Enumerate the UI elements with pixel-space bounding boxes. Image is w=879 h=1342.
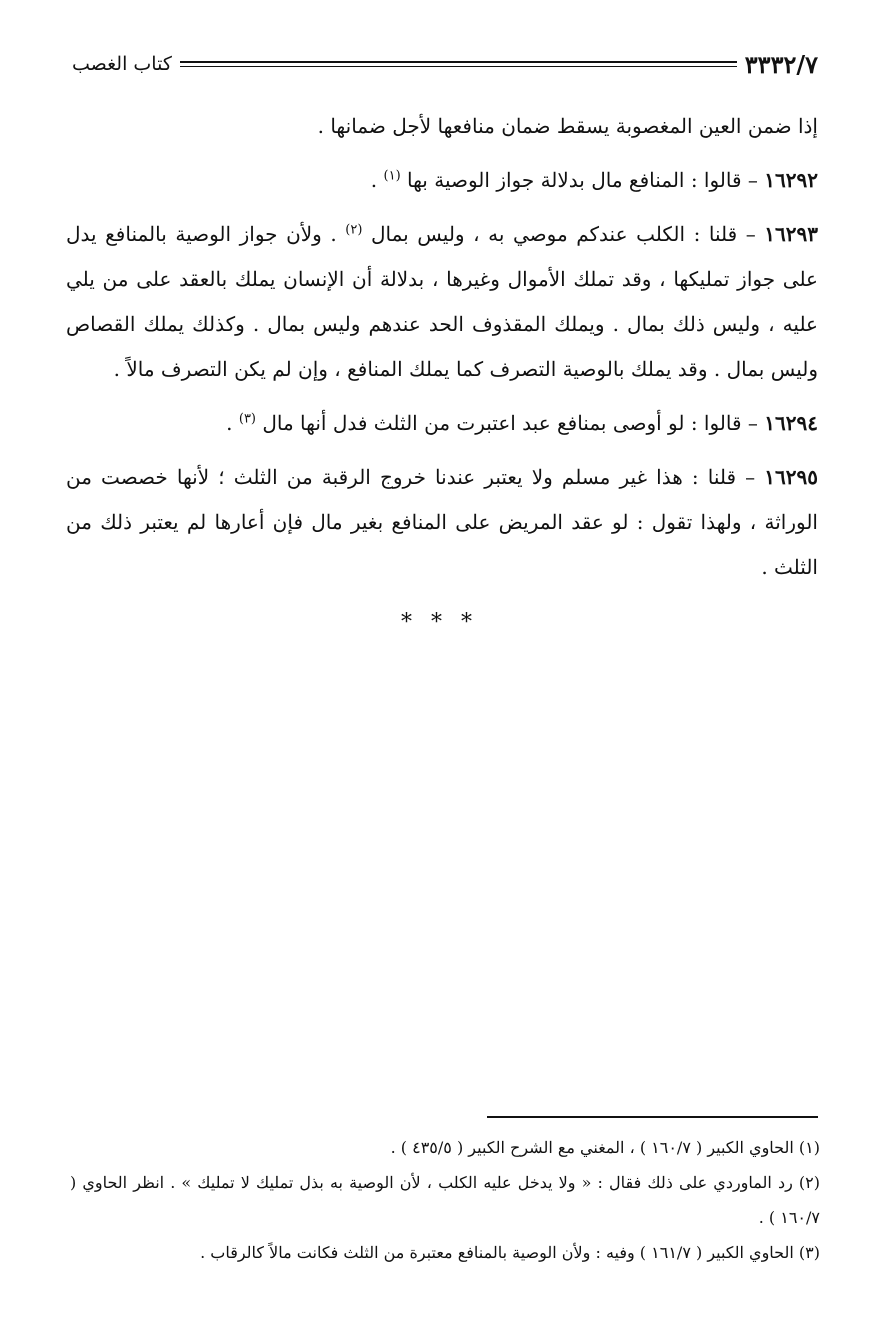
paragraph-end: . (226, 411, 239, 435)
footnote-3: (٣) الحاوي الكبير ( ١٦١/٧ ) وفيه : ولأن الوصية بالمنافع معتبرة من الثلث فكانت مالاً كالرقاب . (200, 1243, 820, 1262)
paragraph-number: ١٦٢٩٥ (764, 465, 818, 489)
footnote-1: (١) الحاوي الكبير ( ١٦٠/٧ ) ، المغني مع الشرح الكبير ( ٤٣٥/٥ ) . (390, 1138, 820, 1157)
footnotes (70, 1130, 820, 1270)
footnote-marker: (٢) (345, 222, 363, 238)
paragraph-16292 (66, 158, 818, 203)
paragraph-end: . (370, 168, 384, 192)
paragraph-continuation: إذا ضمن العين المغصوبة يسقط ضمان منافعها لأجل ضمانها . (317, 114, 818, 138)
header-rule (180, 61, 737, 67)
paragraph-text: – قالوا : المنافع مال بدلالة جواز الوصية بها (400, 168, 765, 192)
footnote-divider (487, 1116, 818, 1118)
paragraph-16295 (66, 455, 818, 590)
footnote-2: (٢) رد الماوردي على ذلك فقال : « ولا يدخل عليه الكلب ، لأن الوصية به بذل تمليك لا تمليك » . انظر الحاوي ( ١٦٠/٧ ) . (70, 1173, 820, 1227)
footnote-marker: (٣) (238, 411, 256, 427)
footnote-marker: (١) (383, 168, 401, 184)
paragraph-text: – قلنا : الكلب عندكم موصي به ، وليس بمال (362, 222, 765, 246)
section-separator: * * * (401, 610, 478, 635)
paragraph-number: ١٦٢٩٣ (764, 222, 818, 246)
paragraph-text: – قالوا : لو أوصى بمنافع عبد اعتبرت من الثلث فدل أنها مال (256, 411, 765, 435)
paragraph-text-cont: . ولأن جواز الوصية بالمنافع يدل على جواز تمليكها ، وقد تملك الأموال وغيرها ، بدلالة أن الإنسان يملك بالعقد على من يلي عليه ، وليس ذلك بمال . ويملك المقذوف الحد عندهم وليس بمال . وكذلك يملك القصاص وليس بمال . وقد يملك بالوصية التصرف كما يملك المنافع ، وإن لم يكن التصرف مالاً . (66, 222, 818, 381)
paragraph-16294 (66, 401, 818, 446)
page-number: ٣٣٣٢/٧ (744, 49, 818, 79)
paragraph-text: – قلنا : هذا غير مسلم ولا يعتبر عندنا خروج الرقبة من الثلث ؛ لأنها خصصت من الوراثة ، ولهذا تقول : لو عقد المريض على المنافع بغير مال فإن أعارها لم يعتبر ذلك من الثلث . (66, 465, 818, 579)
paragraph-number: ١٦٢٩٢ (764, 168, 818, 192)
running-header (72, 46, 818, 82)
main-text (66, 104, 818, 599)
book-title: كتاب الغصب (72, 53, 172, 75)
paragraph-16293 (66, 212, 818, 392)
paragraph-number: ١٦٢٩٤ (764, 411, 818, 435)
